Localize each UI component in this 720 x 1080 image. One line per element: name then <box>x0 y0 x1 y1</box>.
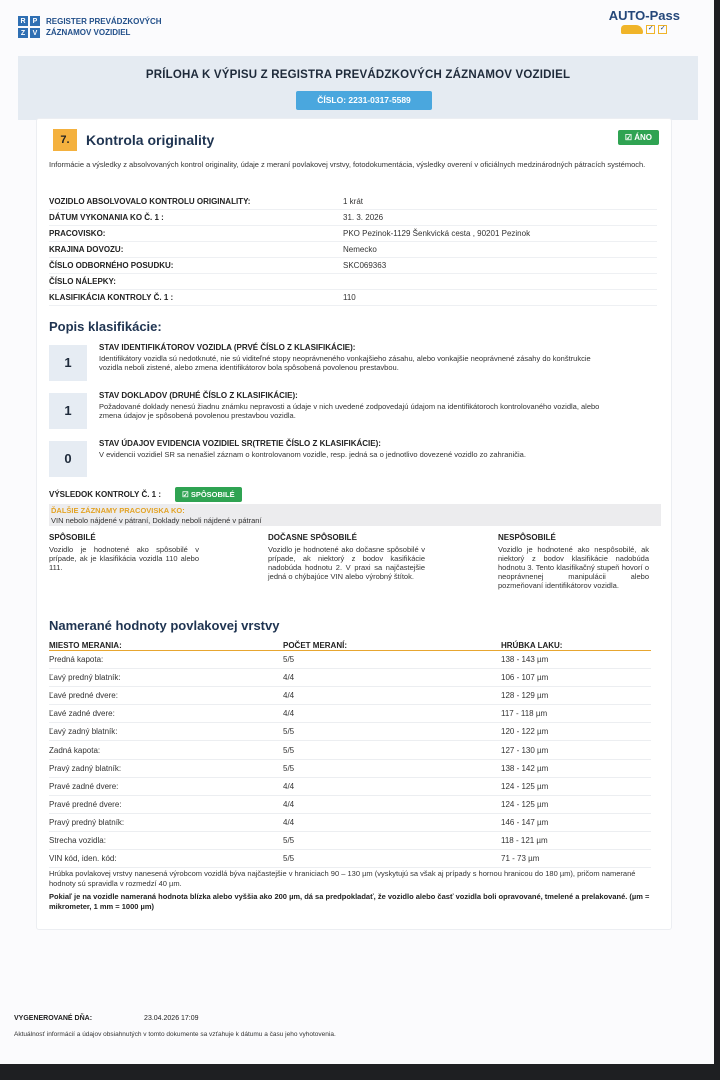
thickness-cell: 71 - 73 µm <box>501 854 540 864</box>
location-cell: Pravý predný blatník: <box>49 817 125 827</box>
table-row <box>49 723 651 741</box>
legend-spôsobilé <box>49 533 199 572</box>
detail-key: KRAJINA DOVOZU: <box>49 245 124 254</box>
document-title: PRÍLOHA K VÝPISU Z REGISTRA PREVÁDZKOVÝCH ZÁZNAMOV VOZIDIEL <box>145 69 571 81</box>
legend-nespôsobilé <box>498 533 649 590</box>
detail-key: VOZIDLO ABSOLVOVALO KONTROLU ORIGINALITY: <box>49 197 251 206</box>
count-cell: 4/4 <box>283 691 295 701</box>
location-cell: Ľavé predné dvere: <box>49 691 118 701</box>
thickness-cell: 127 - 130 µm <box>501 745 549 755</box>
autopass-logo <box>609 8 680 34</box>
thickness-cell: 138 - 143 µm <box>501 655 549 665</box>
count-cell: 4/4 <box>283 817 295 827</box>
count-cell: 4/4 <box>283 799 295 809</box>
location-cell: Strecha vozidla: <box>49 835 106 845</box>
autopass-icons <box>609 25 680 34</box>
additional-records-heading: ĎALŠIE ZÁZNAMY PRACOVISKA KO: <box>51 506 185 515</box>
car-icon <box>621 25 643 34</box>
check-box-icon: ✓ <box>647 25 654 32</box>
legend-heading: SPÔSOBILÉ <box>49 533 96 542</box>
detail-row <box>49 226 657 242</box>
location-cell: Ľavý predný blatník: <box>49 673 121 683</box>
logo-grid <box>18 16 40 38</box>
result-label: VÝSLEDOK KONTROLY Č. 1 : <box>49 490 162 499</box>
column-header: HRÚBKA LAKU: <box>501 641 563 650</box>
section-header <box>53 129 214 151</box>
section-intro: Informácie a výsledky z absolvovaných kontrol originality, údaje z meraní povlakovej vrstvy, fotodokumentácia, výsledky overení v oficiálnych medzinárodných pátracích systémoch. <box>49 160 646 169</box>
logo-letter: Z <box>18 28 28 38</box>
logo-letter: V <box>30 28 40 38</box>
table-row <box>49 814 651 832</box>
thickness-cell: 138 - 142 µm <box>501 763 549 773</box>
detail-value: Nemecko <box>343 245 377 254</box>
location-cell: Zadná kapota: <box>49 745 101 755</box>
classification-heading: STAV ÚDAJOV EVIDENCIA VOZIDIEL SR(TRETIE ČÍSLO Z KLASIFIKÁCIE): <box>99 439 381 448</box>
table-row <box>49 741 651 759</box>
legend-text: Vozidlo je hodnotené ako spôsobilé v prípade, ak je klasifikácia vozidla 110 alebo 111. <box>49 545 199 572</box>
section-card <box>36 118 672 930</box>
table-row <box>49 832 651 850</box>
thickness-cell: 106 - 107 µm <box>501 673 549 683</box>
measurements-table <box>49 638 651 868</box>
location-cell: Pravé predné dvere: <box>49 799 122 809</box>
count-cell: 5/5 <box>283 854 295 864</box>
status-badge <box>618 130 659 145</box>
column-header: MIESTO MERANIA: <box>49 641 122 650</box>
logo-letter: P <box>30 16 40 26</box>
classification-value: 1 <box>49 345 87 381</box>
section-title: Kontrola originality <box>86 132 215 148</box>
measurements-header <box>49 638 651 651</box>
location-cell: VIN kód, iden. kód: <box>49 854 117 864</box>
logo-line-2: ZÁZNAMOV VOZIDIEL <box>46 28 131 37</box>
classification-text: V evidencii vozidiel SR sa nenašiel záznam o kontrolovanom vozidle, resp. jedná sa o jednotlivo dovezené vozidlo zo zahraničia. <box>99 450 526 459</box>
detail-row <box>49 210 657 226</box>
count-cell: 5/5 <box>283 727 295 737</box>
thickness-cell: 146 - 147 µm <box>501 817 549 827</box>
location-cell: Ľavý zadný blatník: <box>49 727 118 737</box>
measurements-title: Namerané hodnoty povlakovej vrstvy <box>49 618 280 633</box>
thickness-cell: 117 - 118 µm <box>501 709 548 719</box>
measurements-body <box>49 651 651 868</box>
title-banner <box>18 56 698 120</box>
legend-heading: NESPÔSOBILÉ <box>498 533 556 542</box>
count-cell: 4/4 <box>283 709 295 719</box>
control-result <box>49 487 242 502</box>
result-badge <box>175 487 242 502</box>
location-cell: Ľavé zadné dvere: <box>49 709 115 719</box>
count-cell: 5/5 <box>283 835 295 845</box>
generated-info <box>14 1015 199 1022</box>
section-number: 7. <box>53 129 77 151</box>
table-row <box>49 778 651 796</box>
detail-row <box>49 258 657 274</box>
thickness-cell: 118 - 121 µm <box>501 835 548 845</box>
count-cell: 5/5 <box>283 745 295 755</box>
location-cell: Predná kapota: <box>49 655 104 665</box>
classification-text: Požadované doklady nenesú žiadnu známku nepravosti a údaje v nich uvedené zodpovedajú údajom na identifikátoroch kontrolovaného vozidla, alebo zmena údajov je spôsobená povolenou prestavbou vozidla. <box>99 402 600 420</box>
classification-value: 1 <box>49 393 87 429</box>
detail-key: PRACOVISKO: <box>49 229 106 238</box>
detail-row <box>49 290 657 306</box>
classification-heading: STAV DOKLADOV (DRUHÉ ČÍSLO Z KLASIFIKÁCIE): <box>99 391 298 400</box>
autopass-title: AUTO-Pass <box>608 8 680 23</box>
result-badge-label: SPÔSOBILÉ <box>190 490 235 499</box>
table-row <box>49 705 651 723</box>
detail-key: KLASIFIKÁCIA KONTROLY Č. 1 : <box>49 293 174 302</box>
generated-label: VYGENEROVANÉ DŇA: <box>14 1015 93 1022</box>
status-badge-label: ÁNO <box>634 133 652 142</box>
check-icon: ☑ <box>182 490 191 499</box>
detail-row <box>49 194 657 210</box>
count-cell: 5/5 <box>283 763 295 773</box>
table-row <box>49 796 651 814</box>
count-cell: 5/5 <box>283 655 295 665</box>
location-cell: Pravé zadné dvere: <box>49 781 119 791</box>
logo-letter: R <box>18 16 28 26</box>
legend-heading: DOČASNE SPÔSOBILÉ <box>268 533 357 542</box>
legend-text: Vozidlo je hodnotené ako nespôsobilé, ak niektorý z bodov klasifikácie nadobúda hodnotu 3. Tento klasifikačný stupeň hovorí o neoprávnenej manipulácii alebo pozmeňovaní identifikátorov vozidla. <box>498 545 649 590</box>
detail-key: DÁTUM VYKONANIA KO Č. 1 : <box>49 213 164 222</box>
thickness-warning: Pokiaľ je na vozidle nameraná hodnota blízka alebo vyššia ako 200 µm, dá sa predpokladať, že vozidlo alebo časť vozidla boli opravované, tmelené a prelakované. (µm = mikrometer, 1 mm = 1000 µm) <box>49 892 650 911</box>
detail-value: PKO Pezinok-1129 Šenkvická cesta , 90201 Pezinok <box>343 229 531 238</box>
detail-value: 110 <box>343 293 356 302</box>
table-row <box>49 651 651 669</box>
table-row <box>49 687 651 705</box>
logo-line-1: REGISTER PREVÁDZKOVÝCH <box>46 17 162 26</box>
classification-value: 0 <box>49 441 87 477</box>
classification-title: Popis klasifikácie: <box>49 319 162 334</box>
detail-key: ČÍSLO NÁLEPKY: <box>49 277 116 286</box>
detail-value: SKC069363 <box>343 261 387 270</box>
detail-value: 1 krát <box>343 197 364 206</box>
legend-text: Vozidlo je hodnotené ako dočasne spôsobilé v prípade, ak niektorý z bodov kasifikácie nadobúda hodnotu 2. V praxi sa najčastejšie jedná o chýbajúce VIN alebo výrobný štítok. <box>268 545 425 581</box>
detail-value: 31. 3. 2026 <box>343 213 384 222</box>
detail-row <box>49 274 657 290</box>
thickness-cell: 128 - 129 µm <box>501 691 549 701</box>
classification-heading: STAV IDENTIFIKÁTOROV VOZIDLA (PRVÉ ČÍSLO Z KLASIFIKÁCIE): <box>99 343 356 352</box>
detail-row <box>49 242 657 258</box>
rpzv-logo <box>18 16 162 38</box>
document-number-badge: ČÍSLO: 2231-0317-5589 <box>296 91 432 110</box>
document-check-icon: ✓ <box>659 25 666 32</box>
classification-text: Identifikátory vozidla sú nedotknuté, nie sú viditeľné stopy neoprávneného vonkajšieho zásahu, alebo vonkajšie neoprávnené zásahy do konštrukcie vozidla neboli zistené, alebo zmena identifikátorov bola spôsobená povolenou prestavbou. <box>99 354 591 372</box>
legend-dočasne-spôsobilé <box>268 533 425 581</box>
check-icon: ☑ <box>624 133 635 142</box>
count-cell: 4/4 <box>283 673 295 683</box>
table-row <box>49 760 651 778</box>
additional-records <box>49 504 661 526</box>
column-header: POČET MERANÍ: <box>283 641 347 650</box>
thickness-cell: 124 - 125 µm <box>501 781 549 791</box>
logo-text <box>46 16 162 38</box>
count-cell: 4/4 <box>283 781 295 791</box>
generated-value: 23.04.2026 17:09 <box>144 1015 199 1022</box>
disclaimer: Aktuálnosť informácií a údajov obsiahnutých v tomto dokumente sa vzťahuje k dátumu a času jeho vyhotovenia. <box>14 1031 336 1038</box>
additional-records-text: VIN nebolo nájdené v pátraní, Doklady neboli nájdené v pátraní <box>51 516 262 525</box>
table-row <box>49 850 651 868</box>
thickness-cell: 120 - 122 µm <box>501 727 549 737</box>
table-row <box>49 669 651 687</box>
thickness-cell: 124 - 125 µm <box>501 799 549 809</box>
details-table <box>49 194 657 306</box>
location-cell: Pravý zadný blatník: <box>49 763 122 773</box>
thickness-note: Hrúbka povlakovej vrstvy nanesená výrobcom vozidlá býva najčastejšie v hraniciach 90 – 130 µm (vyskytujú sa však aj prípady s hornou hranicou do 180 µm), pričom namerané hodnoty sú spravidla v rozmedzí 40 µm. <box>49 869 636 888</box>
detail-key: ČÍSLO ODBORNÉHO POSUDKU: <box>49 261 174 270</box>
